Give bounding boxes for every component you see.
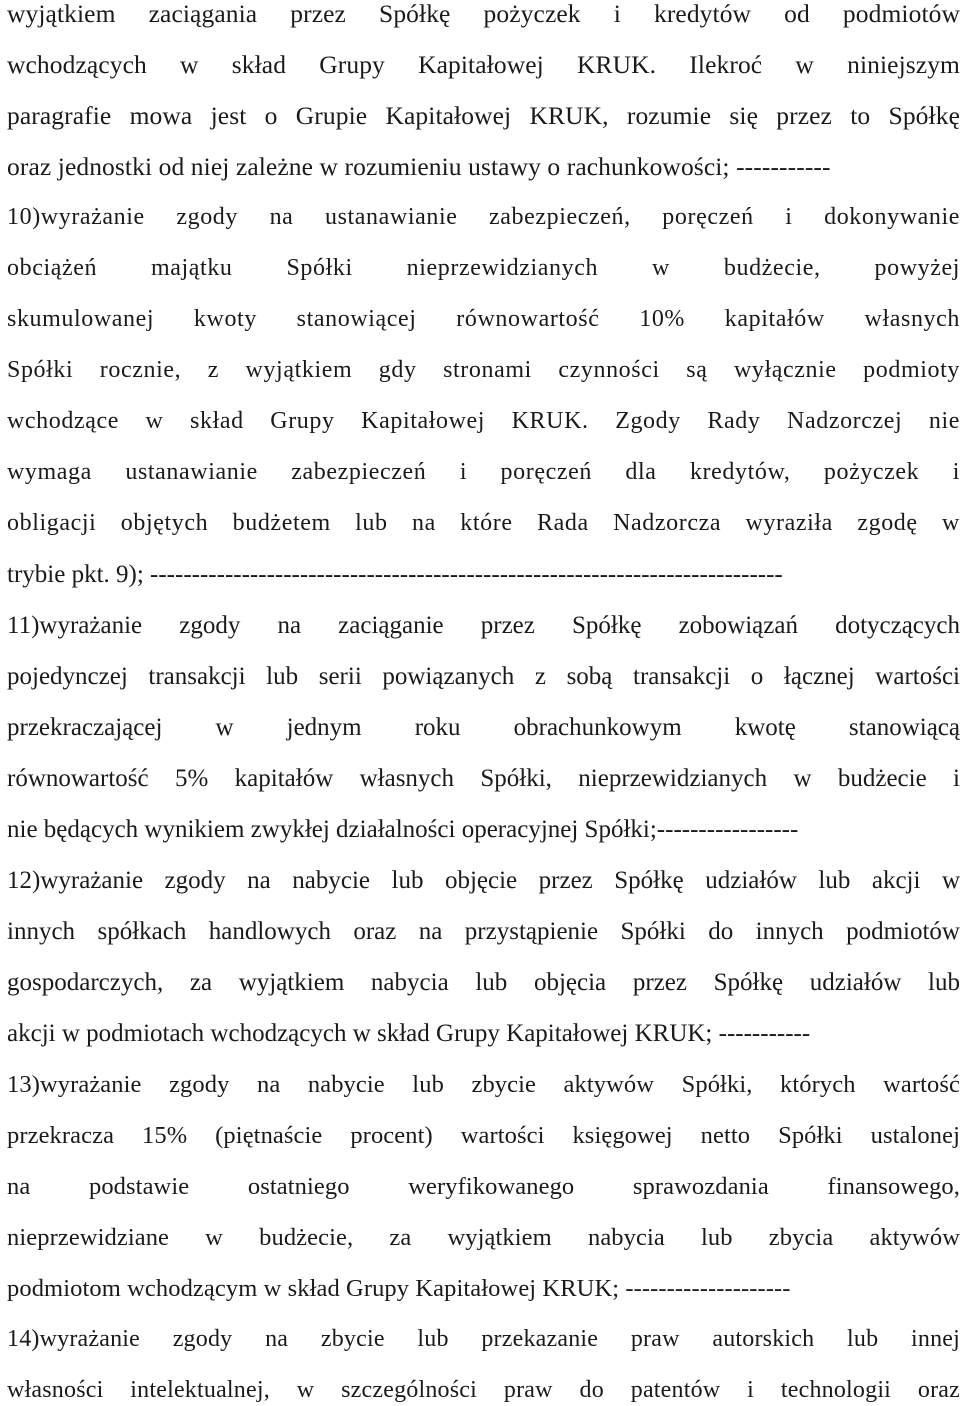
text-line: wymaga ustanawianie zabezpieczeń i poręczeń dla kredytów, pożyczek i (7, 459, 960, 485)
text-line: własności intelektualnej, w szczególności praw do patentów i technologii oraz (7, 1377, 960, 1403)
text-line: 10)wyrażanie zgody na ustanawianie zabezpieczeń, poręczeń i dokonywanie (7, 204, 960, 230)
text-line: na podstawie ostatniego weryfikowanego sprawozdania finansowego, (7, 1173, 960, 1200)
text-line: 13)wyrażanie zgody na nabycie lub zbycie aktywów Spółki, których wartość (7, 1071, 960, 1098)
text-line: skumulowanej kwoty stanowiącej równowartość 10% kapitałów własnych (7, 306, 960, 332)
text-line: wyjątkiem zaciągania przez Spółkę pożyczek i kredytów od podmiotów (7, 0, 960, 28)
text-line: równowartość 5% kapitałów własnych Spółki, nieprzewidzianych w budżecie i (7, 765, 960, 792)
text-line: przekraczającej w jednym roku obrachunkowym kwotę stanowiącą (7, 714, 960, 741)
text-line: pojedynczej transakcji lub serii powiązanych z sobą transakcji o łącznej wartości (7, 663, 960, 690)
text-line: 11)wyrażanie zgody na zaciąganie przez Spółkę zobowiązań dotyczących (7, 612, 960, 639)
text-line: nieprzewidziane w budżecie, za wyjątkiem nabycia lub zbycia aktywów (7, 1224, 960, 1251)
text-line: oraz jednostki od niej zależne w rozumieniu ustawy o rachunkowości; ----------- (7, 152, 831, 181)
text-line: paragrafie mowa jest o Grupie Kapitałowej KRUK, rozumie się przez to Spółkę (7, 101, 960, 130)
text-line: akcji w podmiotach wchodzących w skład Grupy Kapitałowej KRUK; ----------- (7, 1020, 811, 1047)
text-line: obligacji objętych budżetem lub na które Rada Nadzorcza wyraziła zgodę w (7, 510, 960, 536)
text-line: innych spółkach handlowych oraz na przystąpienie Spółki do innych podmiotów (7, 918, 960, 945)
text-line: podmiotom wchodzącym w skład Grupy Kapitałowej KRUK; -------------------- (7, 1275, 791, 1302)
text-line: 12)wyrażanie zgody na nabycie lub objęcie przez Spółkę udziałów lub akcji w (7, 867, 960, 894)
text-line: 14)wyrażanie zgody na zbycie lub przekazanie praw autorskich lub innej (7, 1326, 960, 1352)
text-line: nie będących wynikiem zwykłej działalności operacyjnej Spółki;----------------- (7, 816, 799, 843)
text-line: trybie pkt. 9); ---------------------------------------------------------------------------- (7, 561, 783, 588)
text-line: gospodarczych, za wyjątkiem nabycia lub objęcia przez Spółkę udziałów lub (7, 969, 960, 996)
text-line: Spółki rocznie, z wyjątkiem gdy stronami czynności są wyłącznie podmioty (7, 357, 960, 383)
text-line: wchodzące w skład Grupy Kapitałowej KRUK. Zgody Rady Nadzorczej nie (7, 408, 960, 434)
text-line: wchodzących w skład Grupy Kapitałowej KRUK. Ilekroć w niniejszym (7, 50, 960, 79)
text-line: przekracza 15% (piętnaście procent) wartości księgowej netto Spółki ustalonej (7, 1122, 960, 1149)
text-line: obciążeń majątku Spółki nieprzewidzianych w budżecie, powyżej (7, 255, 960, 281)
